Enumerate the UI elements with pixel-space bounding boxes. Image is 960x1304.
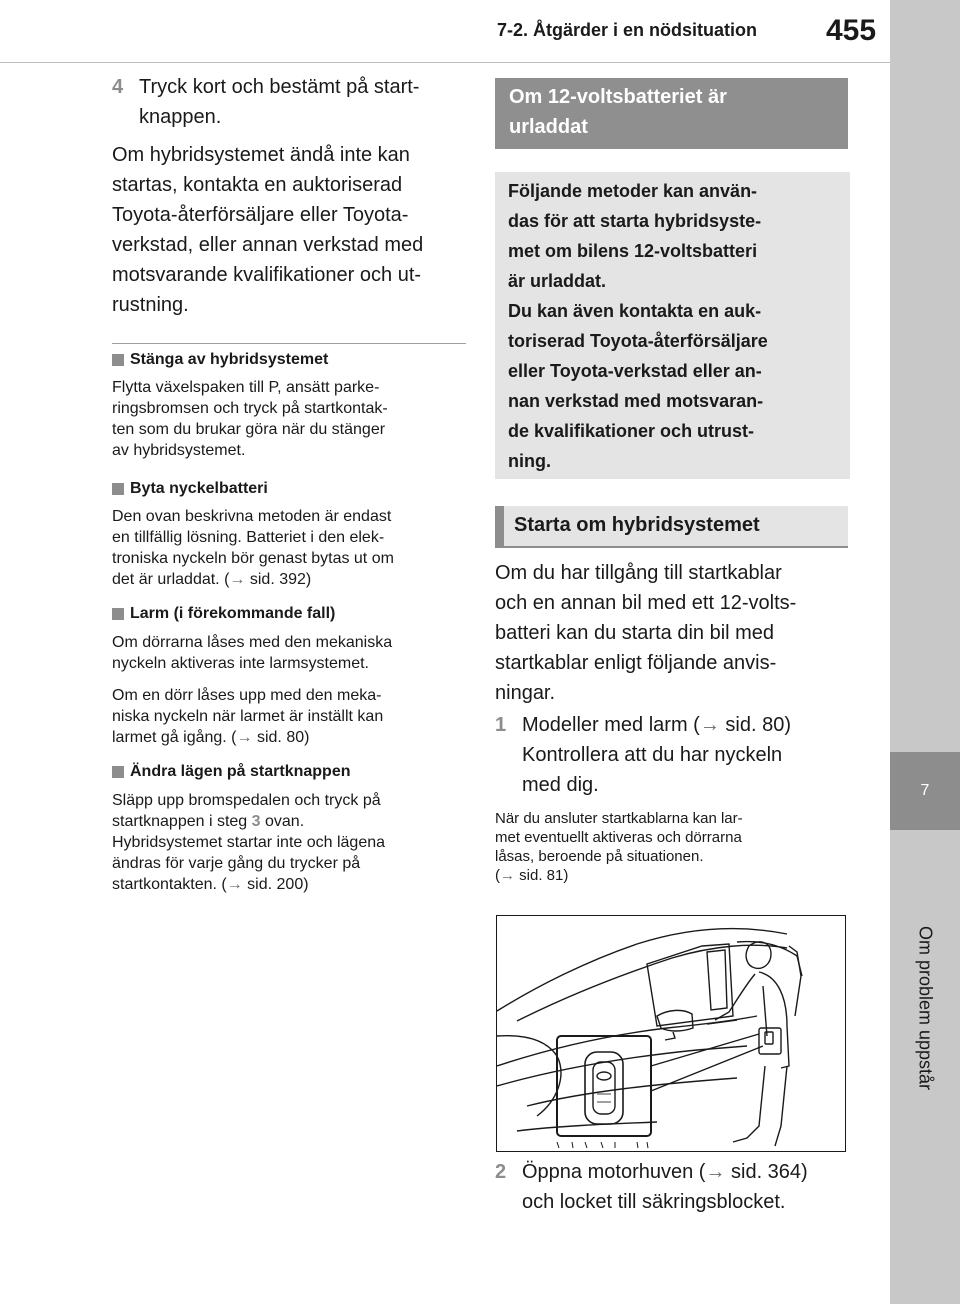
step-1: 1 Modeller med larm (→ sid. 80) Kontrollera att du har nyckeln med dig. <box>495 710 791 800</box>
page-reference: (→ sid. 81) <box>495 867 569 884</box>
subsection-body: Om en dörr låses upp med den meka- niska nyckeln när larmet är inställt kan larmet gå igång. (→ sid. 80) <box>112 685 472 748</box>
step-4-line-1: Tryck kort och bestämt på start- <box>139 76 420 98</box>
chapter-label: Om problem uppstår <box>915 925 936 1091</box>
square-bullet-icon <box>112 766 124 778</box>
square-bullet-icon <box>112 354 124 366</box>
step-number: 2 <box>495 1161 507 1183</box>
page-reference: startkontakten. (→ sid. 200) <box>112 876 309 893</box>
page-link[interactable]: sid. 364) <box>731 1161 808 1183</box>
subsection-heading: Ändra lägen på startknappen <box>112 761 351 783</box>
page-reference: larmet gå igång. (→ sid. 80) <box>112 729 310 746</box>
info-box: Följande metoder kan använ- das för att starta hybridsyste- met om bilens 12-voltsbatteri är urladdat. Du kan även kontakta en auk- toriserad Toyota-återförsäljare eller Toyota-verkstad eller an- nan verkstad med motsvaran- de kvalifikationer och utrust- ning. <box>495 172 850 479</box>
car-key-illustration <box>496 915 846 1152</box>
page-link[interactable]: sid. 80) <box>725 714 791 736</box>
arrow-right-icon: → <box>500 867 515 884</box>
paragraph-line: Toyota-återförsäljare eller Toyota- <box>112 204 409 226</box>
subsection-body: Om dörrarna låses med den mekaniska nyckeln aktiveras inte larmsystemet. <box>112 634 393 672</box>
paragraph-line: rustning. <box>112 294 189 316</box>
page-link[interactable]: sid. 80) <box>256 729 310 746</box>
subsection-heading: Larm (i förekommande fall) <box>112 603 335 625</box>
step-2: 2 Öppna motorhuven (→ sid. 364) och locket till säkringsblocket. <box>495 1157 808 1217</box>
step-4-line-2: knappen. <box>139 106 222 128</box>
step-number: 4 <box>112 76 124 98</box>
step-reference: 3 <box>251 813 261 830</box>
paragraph-line: motsvarande kvalifikationer och ut- <box>112 264 422 286</box>
arrow-right-icon: → <box>705 1161 726 1183</box>
arrow-right-icon: → <box>226 876 243 893</box>
intro-paragraph: Om du har tillgång till startkablar och en annan bil med ett 12-volts- batteri kan du starta din bil med startkablar enligt följande anvis- ningar. <box>495 562 797 704</box>
restart-section-heading: Starta om hybridsystemet <box>495 506 848 548</box>
subsection-body: Flytta växelspaken till P, ansätt parke- ringsbromsen och tryck på startkontak- ten som du brukar göra när du stänger av hybridsystemet. <box>112 379 388 459</box>
subsection-heading: Byta nyckelbatteri <box>112 478 268 500</box>
section-title: 7-2. Åtgärder i en nödsituation <box>497 20 758 40</box>
header-divider <box>0 62 890 63</box>
page-link[interactable]: sid. 200) <box>247 876 309 893</box>
arrow-right-icon: → <box>236 729 253 746</box>
arrow-right-icon: → <box>699 714 720 736</box>
square-bullet-icon <box>112 483 124 495</box>
section-divider <box>112 343 466 344</box>
paragraph-line: verkstad, eller annan verkstad med <box>112 234 424 256</box>
arrow-right-icon: → <box>229 571 246 588</box>
step-4 <box>112 72 419 132</box>
subsection-body: Den ovan beskrivna metoden är endast en tillfällig lösning. Batteriet i den elek- troniska nyckeln bör genast bytas ut om det är urladdat. (→ sid. 392) <box>112 506 472 590</box>
page-link[interactable]: sid. 81) <box>519 867 569 884</box>
battery-section-heading: Om 12-voltsbatteriet är urladdat <box>495 78 848 149</box>
page-link[interactable]: sid. 392) <box>249 571 312 588</box>
page-reference: det är urladdat. (→ sid. 392) <box>112 571 312 588</box>
paragraph-line: startas, kontakta en auktoriserad <box>112 174 403 196</box>
chapter-side-tab <box>890 0 960 1304</box>
square-bullet-icon <box>112 608 124 620</box>
page-number: 455 <box>826 14 877 47</box>
note-paragraph: När du ansluter startkablarna kan lar- met eventuellt aktiveras och dörrarna låsas, beroende på situationen. (→ sid. 81) <box>495 810 743 884</box>
subsection-body: Släpp upp bromspedalen och tryck på startknappen i steg 3 ovan. Hybridsystemet startar inte och lägena ändras för varje gång du trycker på startkontakten. (→ sid. 200) <box>112 790 472 895</box>
subsection-heading: Stänga av hybridsystemet <box>112 349 328 371</box>
contact-paragraph <box>112 140 423 320</box>
step-number: 1 <box>495 714 507 736</box>
paragraph-line: Om hybridsystemet ändå inte kan <box>112 144 410 166</box>
chapter-number: 7 <box>890 752 960 830</box>
